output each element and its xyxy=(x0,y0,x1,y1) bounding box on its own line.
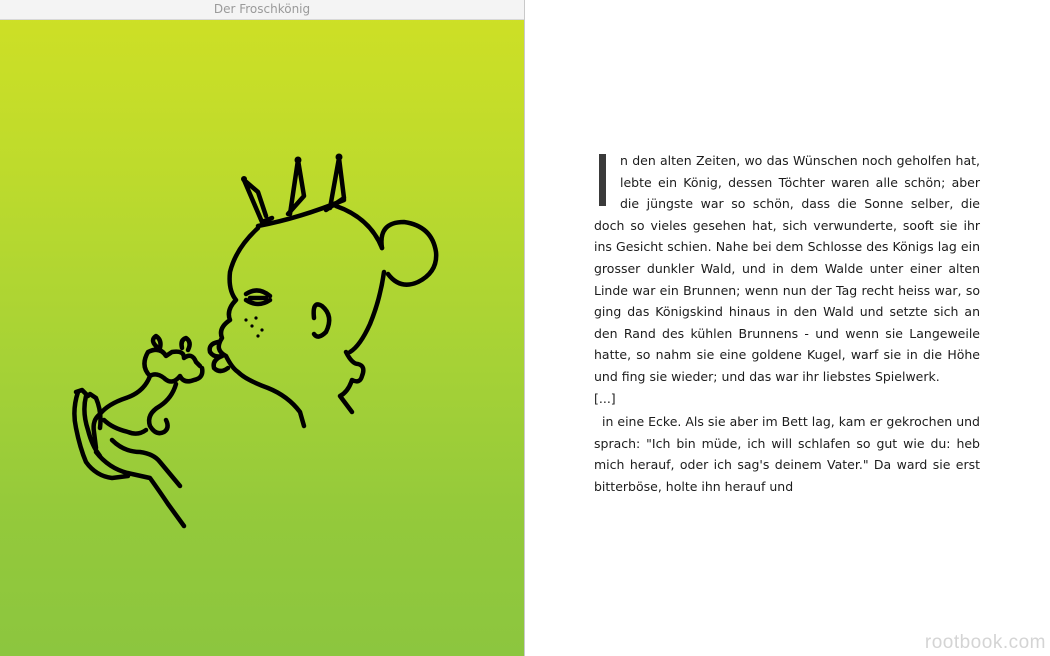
frog xyxy=(100,350,202,414)
page-divider xyxy=(524,0,525,656)
paragraph-2: in eine Ecke. Als sie aber im Bett lag, kam er gekrochen und sprach: "Ich bin müde, ich will schlafen so gut wie du: heb mich herauf, oder ich sag's deinem Vater." Da ward sie erst bitterböse, holte ihn herauf und xyxy=(594,414,980,494)
crown-icon xyxy=(244,158,344,226)
paragraph-1-text: n den alten Zeiten, wo das Wünschen noch geholfen hat, lebte ein König, dessen Töchter waren alle schön; aber die jüngste war so schön, dass die Sonne selber, die doch so vieles gesehen hat, sich verwunderte, sooft sie ihr ins Gesicht schien. Nahe bei dem Schlosse des Königs lag ein grosser dunkler Wald, und in dem Walde unter einer alten Linde war ein Brunnen; wenn nun der Tag recht heiss war, so ging das Königskind hinaus in den Wald und setzte sich an den Rand des kühlen Brunnens - und wenn sie Langeweile hatte, so nahm sie eine goldene Kugel, warf sie in die Höhe und fing sie wieder; und das war ihr liebstes Spielwerk. xyxy=(594,153,980,384)
paragraph-1 xyxy=(594,150,980,388)
left-page-illustration-panel xyxy=(0,0,524,656)
drop-cap-i xyxy=(599,154,606,206)
brand-watermark: rootbook.com xyxy=(924,632,1046,653)
hand xyxy=(74,392,184,526)
hair-bun xyxy=(381,222,436,285)
eye xyxy=(246,290,270,304)
page-title: Der Froschkönig xyxy=(0,0,524,20)
frog-princess-line-art xyxy=(60,140,460,540)
omission-marker: [...] xyxy=(594,390,616,406)
ear xyxy=(314,305,330,337)
book-text xyxy=(594,150,980,498)
